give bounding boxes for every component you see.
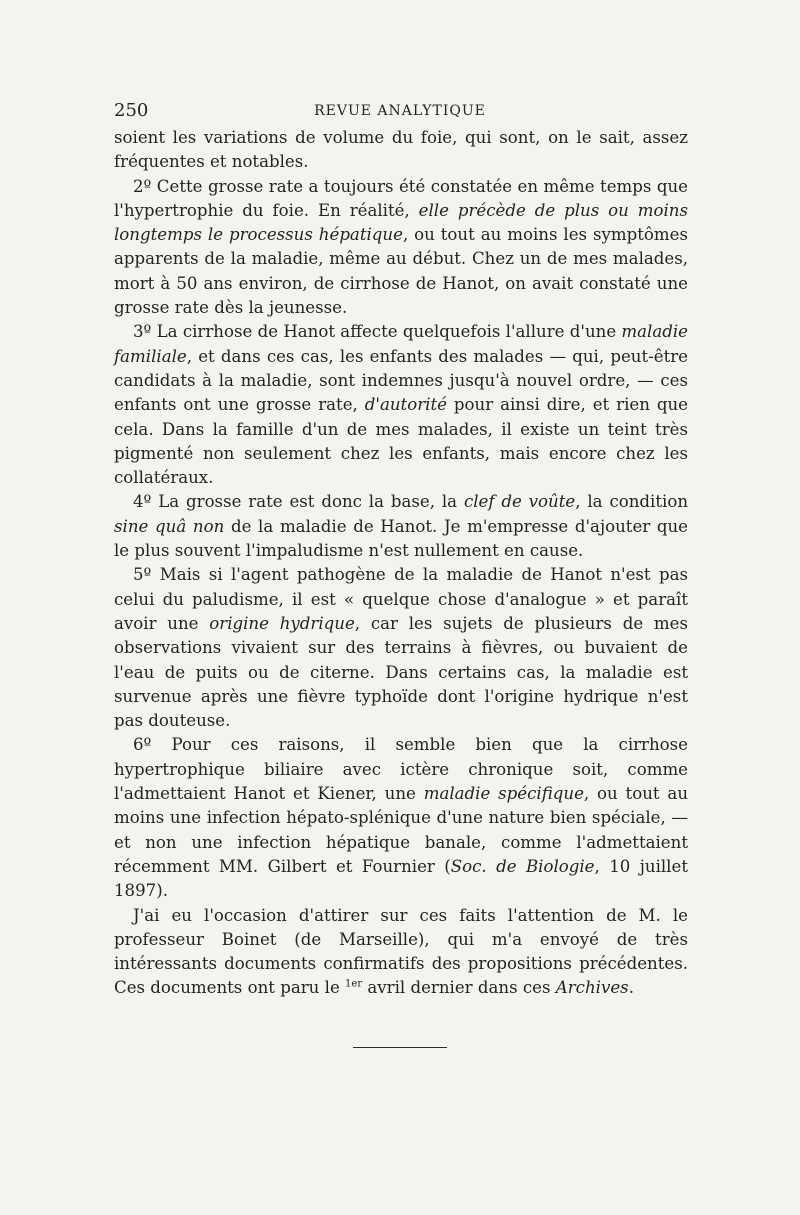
article-body [114,126,688,1001]
superscript-text: 1er [345,978,363,990]
text-run: , ou tout au moins une infection hépato-splénique d'une nature bien spéciale, — et non une infection hépatique banale, comme l'admettaient récemment MM. Gilbert et Fournier ( [114,784,689,876]
text-run: , ou tout au moins les symptômes apparents de la maladie, même au début. Chez un de mes malades, mort à 50 ans environ, de cirrhose de Hanot, on avait constaté une grosse rate dès la jeunesse. [114,225,688,318]
text-run: 6º Pour ces raisons, il semble bien que la cirrhose hypertrophique biliaire avec ictère chronique soit, comme l'admettaient Hanot et Kiener, une [114,735,688,804]
text-run: , et dans ces cas, les enfants des malades — qui, peut-être candidats à la maladie, sont indemnes jusqu'à nouvel ordre, — ces enfants ont une grosse rate, [114,346,688,415]
text-run: pour ainsi dire, et rien que cela. Dans la famille d'un de mes malades, il existe un teint très pigmenté non seulement chez les enfants, mais encore chez les collatéraux. [114,395,688,488]
page-number: 250 [114,100,149,121]
italic-text: maladie familiale [114,322,688,366]
text-run: 4º La grosse rate est donc la base, la [133,492,464,512]
italic-text: d'autorité [364,395,447,415]
page-header [114,100,686,124]
text-run: 3º La cirrhose de Hanot affecte quelquefois l'allure d'une [133,322,622,342]
text-run: 2º Cette grosse rate a toujours été constatée en même temps que l'hypertrophie du foie. En réalité, [114,176,688,220]
text-run: . [628,978,634,998]
running-title: REVUE ANALYTIQUE [314,103,486,119]
text-run: , car les sujets de plusieurs de mes observations vivaient sur des terrains à fièvres, ou buvaient de l'eau de puits ou de citerne. Dans certains cas, la maladie est survenue après une fièvre typhoïde dont l'origine hydrique n'est pas douteuse. [114,613,688,731]
paragraph [114,733,688,903]
text-run: avril dernier dans ces [362,978,556,998]
text-run: 5º Mais si l'agent pathogène de la maladie de Hanot n'est pas celui du paludisme, il est « quelque chose d'analogue » et paraît avoir une [114,565,688,633]
paragraph [114,126,688,175]
italic-text: Soc. de Biologie [450,856,595,876]
italic-text: elle précède de plus ou moins longtemps le processus hépatique [114,200,689,245]
text-run: , 10 juillet 1897). [114,856,688,901]
italic-text: maladie spécifique [423,784,584,804]
paragraph [114,904,688,1001]
italic-text: origine hydrique [209,613,355,633]
text-run: J'ai eu l'occasion d'attirer sur ces faits l'attention de M. le professeur Boinet (de Marseille), qui m'a envoyé de très intéressants documents confirmatifs des propositions précédentes. Ces documents ont paru le [114,905,688,998]
paragraph [114,563,688,733]
text-run: soient les variations de volume du foie, qui sont, on le sait, assez fréquentes et notables. [114,128,688,172]
italic-text: clef de voûte [463,492,576,512]
paragraph [114,490,688,563]
italic-text: Archives [555,978,629,998]
section-divider [353,1047,447,1048]
text-run: , la condition [575,492,689,512]
italic-text: sine quâ non [114,516,225,536]
text-run: de la maladie de Hanot. Je m'empresse d'ajouter que le plus souvent l'impaludisme n'est nullement en cause. [114,516,689,561]
paragraph [114,320,688,490]
paragraph [114,175,688,321]
